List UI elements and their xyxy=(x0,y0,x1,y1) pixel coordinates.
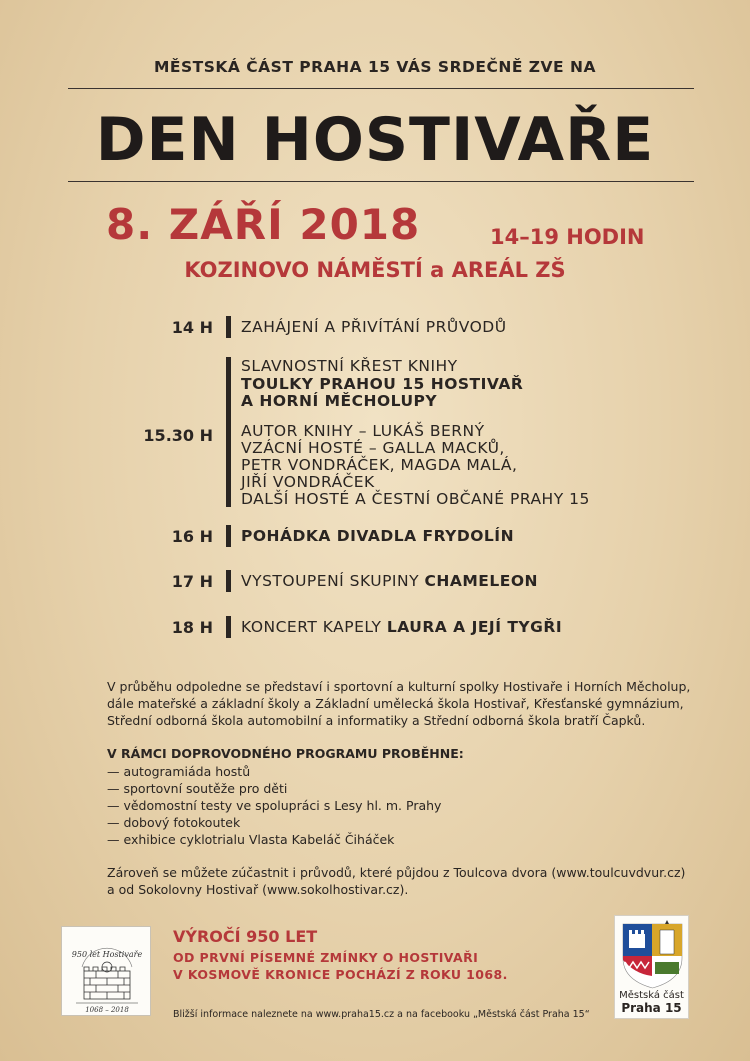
footer-info: Bližší informace naleznete na www.praha15.cz a na facebooku „Městská část Praha 15“ xyxy=(173,1009,590,1020)
slot-bar xyxy=(226,357,231,507)
slot-line: AUTOR KNIHY – LUKÁŠ BERNÝ xyxy=(241,422,485,440)
slot-text-17: VYSTOUPENÍ SKUPINY CHAMELEON xyxy=(241,572,538,590)
slot-line: VZÁCNÍ HOSTÉ – GALLA MACKŮ, xyxy=(241,439,505,457)
praha15-label: Městská část Praha 15 xyxy=(619,990,684,1015)
event-date: 8. ZÁŘÍ 2018 xyxy=(106,200,421,249)
svg-text:1068 – 2018: 1068 – 2018 xyxy=(85,1006,129,1014)
procession-info: a od Sokolovny Hostivař (www.sokolhostivar.cz). xyxy=(107,882,409,897)
anniversary-block xyxy=(173,927,508,983)
top-rule xyxy=(68,88,694,89)
slot-text-14: ZAHÁJENÍ A PŘIVÍTÁNÍ PRŮVODŮ xyxy=(241,318,507,336)
slot-time-18: 18 H xyxy=(171,618,213,637)
slot-line: JIŘÍ VONDRÁČEK xyxy=(241,473,375,491)
slot-line: PETR VONDRÁČEK, MAGDA MALÁ, xyxy=(241,456,518,474)
program-item: — sportovní soutěže pro děti xyxy=(107,781,288,796)
procession-info: Zároveň se můžete zúčastnit i průvodů, které půjdou z Toulcova dvora (www.toulcuvdvur.cz) xyxy=(107,865,686,880)
program-item: — dobový fotokoutek xyxy=(107,815,241,830)
slot-line: DALŠÍ HOSTÉ A ČESTNÍ OBČANÉ PRAHY 15 xyxy=(241,490,590,508)
slot-time-14: 14 H xyxy=(171,318,213,337)
book-title: A HORNÍ MĚCHOLUPY xyxy=(241,392,438,410)
slot-text-16: POHÁDKA DIVADLA FRYDOLÍN xyxy=(241,527,515,545)
book-title: TOULKY PRAHOU 15 HOSTIVAŘ xyxy=(241,375,524,393)
event-place: KOZINOVO NÁMĚSTÍ a AREÁL ZŠ xyxy=(184,258,566,282)
anniversary-title: VÝROČÍ 950 LET xyxy=(173,927,318,946)
slot-time-16: 16 H xyxy=(171,527,213,546)
program-item: — autogramiáda hostů xyxy=(107,764,251,779)
anniversary-line: OD PRVNÍ PÍSEMNÉ ZMÍNKY O HOSTIVAŘI xyxy=(173,950,479,965)
invite-line: MĚSTSKÁ ČÁST PRAHA 15 VÁS SRDEČNĚ ZVE NA xyxy=(153,58,596,76)
slot-bar xyxy=(226,616,231,638)
slot-time-17: 17 H xyxy=(171,572,213,591)
info-paragraph: V průběhu odpoledne se představí i sportovní a kulturní spolky Hostivaře i Horních Měcholup, xyxy=(107,679,691,694)
event-hours: 14–19 HODIN xyxy=(490,225,645,249)
anniversary-line: V KOSMOVĚ KRONICE POCHÁZÍ Z ROKU 1068. xyxy=(173,967,508,982)
anniversary-logo xyxy=(61,926,151,1016)
event-title: DEN HOSTIVAŘE xyxy=(95,105,655,175)
info-paragraph: dále mateřské a základní školy a Základní umělecká škola Hostivař, Křesťanské gymnázium, xyxy=(107,696,684,711)
program-heading: V RÁMCI DOPROVODNÉHO PROGRAMU PROBĚHNE: xyxy=(107,746,464,761)
slot-bar xyxy=(226,570,231,592)
slot-bar xyxy=(226,525,231,547)
slot-bar xyxy=(226,316,231,338)
slot-text-18: KONCERT KAPELY LAURA A JEJÍ TYGŘI xyxy=(241,618,563,636)
slot-line: SLAVNOSTNÍ KŘEST KNIHY xyxy=(241,357,458,375)
program-item: — exhibice cyklotrialu Vlasta Kabeláč Čiháček xyxy=(107,832,395,847)
program-item: — vědomostní testy ve spolupráci s Lesy hl. m. Prahy xyxy=(107,798,442,813)
svg-text:950 let Hostivaře: 950 let Hostivaře xyxy=(71,950,143,959)
slot-time-1530: 15.30 H xyxy=(143,426,213,445)
bottom-rule xyxy=(68,181,694,182)
info-paragraph: Střední odborná škola automobilní a informatiky a Střední odborná škola bratří Čapků. xyxy=(107,713,646,728)
